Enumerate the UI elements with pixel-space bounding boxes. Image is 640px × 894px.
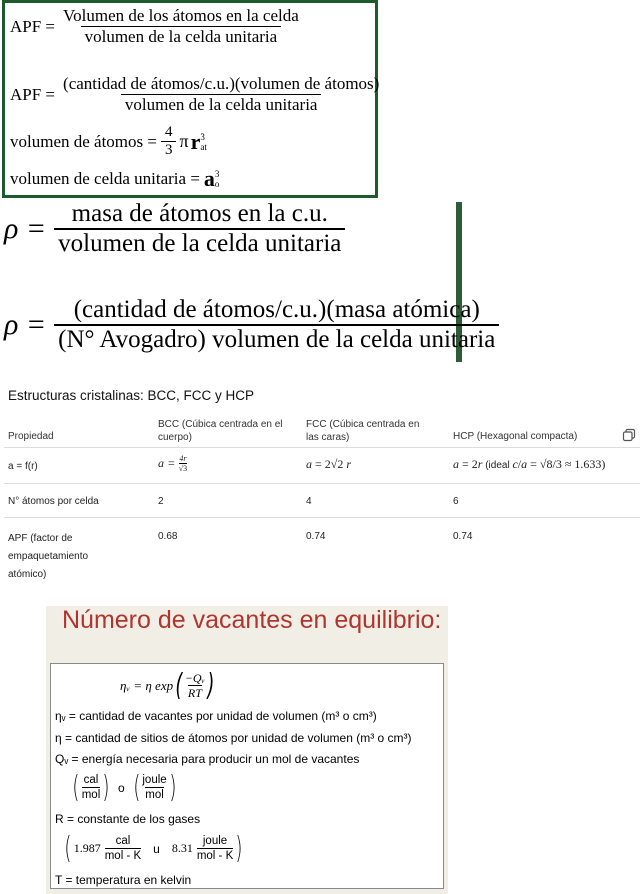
apf-f2-denominator: volumen de la celda unitaria xyxy=(121,94,322,115)
radius-exponent: 3 xyxy=(200,131,205,142)
vacancy-def-1: ηᵥ = cantidad de vacantes por unidad de volumen (m³ o cm³) xyxy=(55,709,377,723)
vacancy-equation: ηᵥ = η exp ( $\frac{\text{−Qᵥ}}{RT}$ ) xyxy=(120,667,215,703)
row1-property: a = f(r) xyxy=(8,461,38,472)
r-unit-joule-den: mol - K xyxy=(196,850,234,862)
unit-mol: mol xyxy=(81,789,101,801)
apf-f2-numerator: (cantidad de átomos/c.u.)(volumen de átomos) xyxy=(63,74,380,93)
unit-or: o xyxy=(117,780,125,795)
lattice-scripts xyxy=(215,169,220,189)
vacancy-equation-lhs: ηᵥ = η exp xyxy=(120,677,174,693)
energy-units: ( cal mol ) o ( joule mol ) xyxy=(72,769,177,805)
four: 4 xyxy=(164,124,173,140)
lattice-symbol: a xyxy=(203,166,215,191)
row3-property: APF (factor de empaquetamiento atómico) xyxy=(8,533,89,580)
rho-symbol: ρ = xyxy=(4,212,47,245)
density-formula-1 xyxy=(4,200,345,258)
pi-symbol: π xyxy=(179,131,189,151)
vacancy-def-5: T = temperatura en kelvin xyxy=(55,873,192,887)
cell-volume-formula xyxy=(10,166,219,192)
density-formula-2 xyxy=(4,296,499,354)
apf-lhs: APF = xyxy=(10,16,56,36)
row2-bcc: 2 xyxy=(158,496,164,507)
header-fcc: FCC (Cúbica centrada en las caras) xyxy=(306,419,420,443)
r-unit-cal-num: cal xyxy=(115,835,131,847)
row3-bcc: 0.68 xyxy=(158,531,178,542)
table-heading: Estructuras cristalinas: BCC, FCC y HCP xyxy=(8,388,255,403)
r-value-joule: 8.31 xyxy=(171,841,193,855)
unit-joule-per-mol xyxy=(142,773,166,802)
radius-symbol: r xyxy=(190,128,201,154)
table-divider xyxy=(4,517,640,518)
apf-formula-1 xyxy=(10,6,303,47)
row2-property: N° átomos por celda xyxy=(8,496,99,507)
apf-formula-2 xyxy=(10,74,383,115)
r-unit-joule xyxy=(197,834,233,863)
r-unit-cal-den: mol - K xyxy=(104,850,142,862)
vacancy-def-2: η = cantidad de sitios de átomos por unidad de volumen (m³ o cm³) xyxy=(55,731,412,745)
apf-fraction-1 xyxy=(59,6,303,47)
vacancy-def-4: R = constante de los gases xyxy=(55,812,201,826)
unit-mol-2: mol xyxy=(145,789,164,801)
row2-fcc: 4 xyxy=(306,496,312,507)
density-fraction-2 xyxy=(54,296,499,354)
header-hcp: HCP (Hexagonal compacta) xyxy=(453,431,578,442)
rho-symbol-2: ρ = xyxy=(4,308,47,341)
lattice-subscript: o xyxy=(214,179,220,189)
radius-scripts xyxy=(200,132,207,152)
exponent-fraction xyxy=(185,671,205,700)
density-f1-numerator: masa de átomos en la c.u. xyxy=(71,200,328,227)
vacancy-def-3: Qᵥ = energía necesaria para producir un mol de vacantes xyxy=(55,752,360,766)
row1-hcp: a = 2r (ideal c/a = √8/3 ≈ 1.633) xyxy=(453,457,606,471)
exponent-denominator: RT xyxy=(187,686,202,700)
exponent-numerator: −Qᵥ xyxy=(184,671,205,685)
unit-cal-per-mol xyxy=(82,773,101,802)
table-divider xyxy=(4,483,640,484)
header-bcc: BCC (Cúbica centrada en el cuerpo) xyxy=(158,419,283,443)
density-fraction-1 xyxy=(54,200,345,258)
row1-fcc: a = 2√2 r xyxy=(306,457,352,471)
apf-lhs-2: APF = xyxy=(10,84,56,104)
apf-fraction-2 xyxy=(59,74,383,115)
vacancies-title: Número de vacantes en equilibrio: xyxy=(62,606,442,634)
atom-volume-lhs: volumen de átomos = xyxy=(10,131,157,151)
header-property: Propiedad xyxy=(8,431,54,442)
table-divider xyxy=(4,447,640,448)
r-unit-cal xyxy=(105,834,141,863)
atom-volume-formula xyxy=(10,124,207,159)
density-f2-denominator: (N° Avogadro) volumen de la celda unitaria xyxy=(54,324,499,354)
unit-cal: cal xyxy=(83,774,99,786)
r-unit-joule-num: joule xyxy=(202,835,228,847)
row2-hcp: 6 xyxy=(453,496,459,507)
row3-hcp: 0.74 xyxy=(453,531,473,542)
row1-bcc: a = $\frac{4r}{√3}$ xyxy=(158,454,188,473)
three: 3 xyxy=(161,141,177,159)
copy-icon[interactable] xyxy=(622,428,636,442)
unit-joule: joule xyxy=(142,774,167,786)
density-f2-numerator: (cantidad de átomos/c.u.)(masa atómica) xyxy=(73,296,480,323)
r-value-cal: 1.987 xyxy=(73,841,101,855)
four-thirds-fraction xyxy=(161,124,177,159)
radius-subscript: at xyxy=(200,141,207,152)
cell-volume-lhs: volumen de celda unitaria = xyxy=(10,169,200,188)
gas-constant-values: ( 1.987 cal mol - K u 8.31 joule mol - K ) xyxy=(64,830,243,866)
row3-fcc: 0.74 xyxy=(306,531,326,542)
apf-f1-denominator: volumen de la celda unitaria xyxy=(81,26,282,47)
density-f1-denominator: volumen de la celda unitaria xyxy=(54,228,345,258)
r-or: u xyxy=(153,841,160,856)
apf-f1-numerator: Volumen de los átomos en la celda xyxy=(63,6,299,25)
lattice-exponent: 3 xyxy=(214,169,220,179)
